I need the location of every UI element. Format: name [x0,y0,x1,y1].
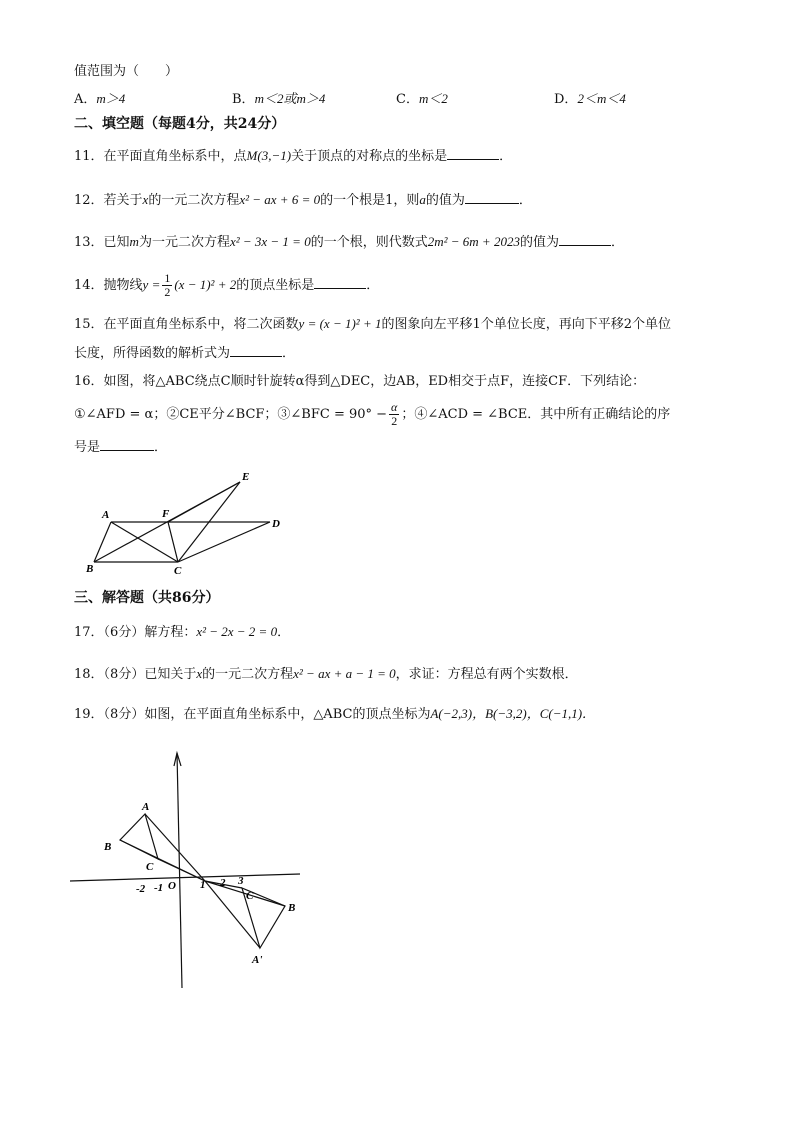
label-c: C [146,861,154,873]
question-13: 13．已知m为一元二次方程x² − 3x − 1 = 0的一个根，则代数式2m² − 6m + 2023的值为 ． [74,234,624,250]
question-15-line2: 长度，所得函数的解析式为 ． [74,346,296,361]
question-17: 17．（6分）解方程：x² − 2x − 2 = 0． [74,624,291,640]
coordinate-figure [70,748,310,993]
prev-question-tail: 值范围为（ ） [74,64,179,79]
label-a: A [102,509,110,521]
answer-blank[interactable] [314,276,366,289]
question-12: 12．若关于x的一元二次方程x² − ax + 6 = 0的一个根是1，则a的值为 ． [74,192,532,208]
question-16-line2: ①∠AFD = α；②CE平分∠BCF；③∠BFC = 90° − $\frac{\alpha}{2}$ ；④∠ACD = ∠BCE．其中所有正确结论的序 [74,400,671,428]
section-answer-title: 三、解答题（共86分） [74,590,220,606]
label-e: E [242,471,250,483]
label-f: F [162,508,170,520]
label-b: B [86,563,94,575]
answer-blank[interactable] [447,147,499,160]
label-b-prime: B [288,902,296,914]
label-c-prime: C [246,890,254,902]
answer-blank[interactable] [559,233,611,246]
label-a: A [142,801,150,813]
label-d: D [272,518,280,530]
section-fill-in-title: 二、填空题（每题4分，共24分） [74,116,286,132]
question-19: 19．（8分）如图，在平面直角坐标系中，△ABC的顶点坐标为A(−2,3)，B(−3,2)，C(−1,1)． [74,706,596,722]
label-origin: O [168,880,176,892]
label-c: C [174,565,182,577]
question-16-line3: 号是 ． [74,440,168,455]
question-15-line1: 15．在平面直角坐标系中，将二次函数y = (x − 1)² + 1的图象向左平移1个单位长度，再向下平移2个单位 [74,316,672,332]
option-c[interactable]: C．m＜2 [396,91,448,107]
tick-2: 2 [220,877,226,889]
tick-1: 1 [200,879,206,891]
rotation-figure [80,470,300,580]
question-14: 14．抛物线y = $\frac{1}{2}$ (x − 1)² + 2的顶点坐标是 ． [74,271,380,299]
answer-blank[interactable] [465,191,519,204]
option-b[interactable]: B．m＜2或m＞4 [232,91,326,107]
answer-blank[interactable] [230,344,282,357]
label-a-prime: A' [252,954,263,966]
answer-blank[interactable] [100,438,154,451]
question-16-line1: 16．如图，将△ABC绕点C顺时针旋转α得到△DEC，边AB，ED相交于点F，连接CF．下列结论： [74,374,646,389]
option-a[interactable]: A．m＞4 [74,91,126,107]
tick-3: 3 [238,875,244,887]
tick-minus-1: -1 [154,882,164,894]
label-b: B [104,841,112,853]
question-18: 18．（8分）已知关于x的一元二次方程x² − ax + a − 1 = 0，求证：方程总有两个实数根． [74,666,578,682]
option-d[interactable]: D．2＜m＜4 [554,91,626,107]
tick-minus-2: -2 [136,883,146,895]
question-11: 11．在平面直角坐标系中，点M(3,−1)关于顶点的对称点的坐标是 ． [74,148,513,164]
